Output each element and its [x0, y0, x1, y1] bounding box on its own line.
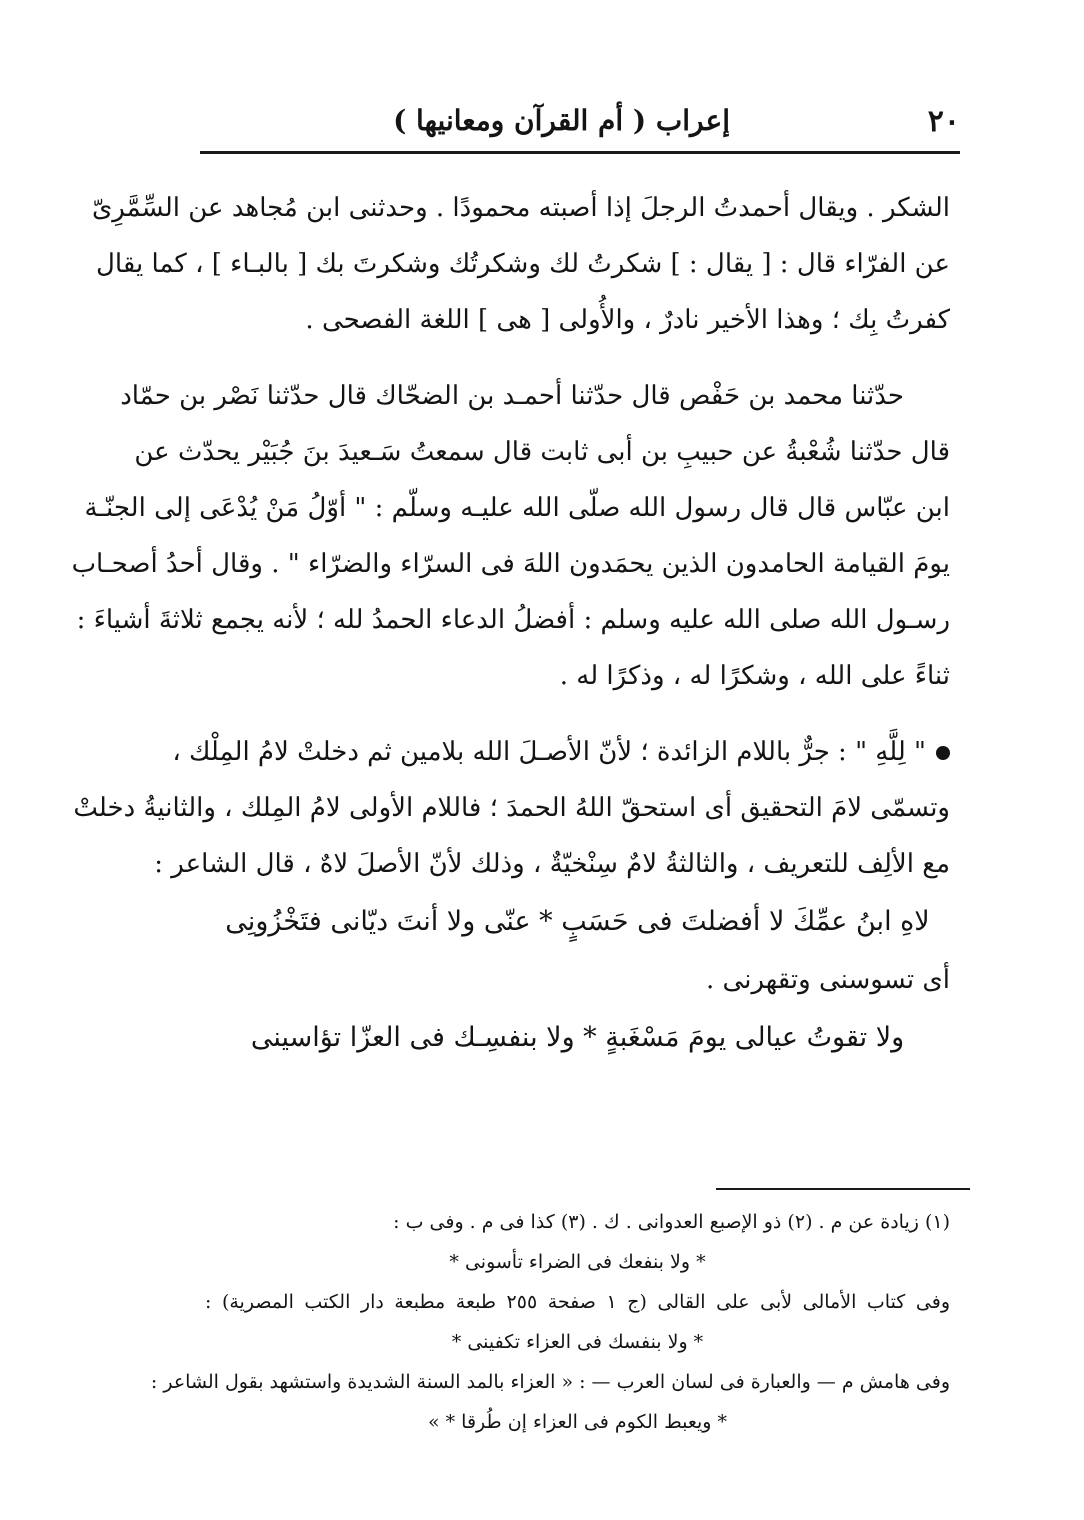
footnote-verse: * ولا بنفسك فى العزاء تكفينى *: [451, 1331, 704, 1353]
page-header: [200, 100, 960, 150]
text-line: كفرتُ بِك ؛ وهذا الأخير نادرٌ ، والأُولى [ هى ] اللغة الفصحى .: [305, 305, 950, 335]
paragraph-gap: [205, 704, 950, 724]
text-line: مع الألِف للتعريف ، والثالثةُ لامٌ سِنْخيّةٌ ، وذلك لأنّ الأصلَ لاهٌ ، قال الشاعر :: [154, 849, 950, 879]
main-text: [71, 180, 950, 1068]
bullet-icon: [936, 746, 950, 760]
text-line: قال حدّثنا شُعْبةُ عن حبيبِ بن أبى ثابت قال سمعتُ سَـعيدَ بنَ جُبَيْر يحدّث عن: [134, 437, 950, 467]
footnotes: [150, 1202, 950, 1442]
footnote-rule: [716, 1188, 970, 1190]
text-line: حدّثنا محمد بن حَفْص قال حدّثنا أحمـد بن الضحّاك قال حدّثنا نَصْر بن حمّاد: [120, 381, 904, 411]
header-rule: [200, 151, 960, 154]
footnote-line: (١) زيادة عن م . (٢) ذو الإصبع العدوانى . ك . (٣) كذا فى م . وفى ب :: [393, 1211, 950, 1233]
footnote-line: وفى هامش م — والعبارة فى لسان العرب — : « العزاء بالمد السنة الشديدة واستشهد بقول الشاعر :: [150, 1371, 950, 1393]
footnote-verse: * ولا بنفعك فى الضراء تأسونى *: [449, 1251, 706, 1273]
footnote-verse: * ويعبط الكوم فى العزاء إن طُرقا * »: [427, 1411, 728, 1433]
text-line-bulleted: [172, 724, 950, 780]
footnote-line: وفى كتاب الأمالى لأبى على القالى (ج ١ صفحة ٢٥٥ طبعة مطبعة دار الكتب المصرية) :: [205, 1291, 950, 1313]
text-line: أى تسوسنى وتقهرنى .: [706, 965, 950, 995]
text-line: ابن عبّاس قال قال رسول الله صلّى الله عليـه وسلّم : " أوّلُ مَنْ يُدْعَى إلى الجنّـة: [84, 493, 950, 523]
paragraph-gap: [205, 348, 950, 368]
text-line: يومَ القيامة الحامدون الذين يحمَدون اللهَ فى السرّاء والضرّاء " . وقال أحدُ أصحـاب: [71, 549, 950, 579]
text-line: عن الفرّاء قال : [ يقال : ] شكرتُ لك وشكرتُك وشكرتَ بك [ بالبـاء ] ، كما يقال: [96, 249, 950, 279]
verse-line: ولا تقوتُ عيالى يومَ مَسْغَبةٍ * ولا بنفسِـك فى العزّا تؤاسينى: [250, 1022, 905, 1053]
text-line: ثناءً على الله ، وشكرًا له ، وذكرًا له .: [559, 661, 950, 691]
running-title: إعراب ( أم القرآن ومعانيها ): [393, 104, 730, 137]
text-line: الشكر . ويقال أحمدتُ الرجلَ إذا أصبته محمودًا . وحدثنى ابن مُجاهد عن السِّمَّرِىّ: [91, 193, 950, 223]
text-line: وتسمّى لامَ التحقيق أى استحقّ اللهُ الحمدَ ؛ فاللام الأولى لامُ المِلك ، والثانيةُ دخلتْ: [73, 793, 950, 823]
page-number: ٢٠: [927, 104, 960, 139]
text-line: رسـول الله صلى الله عليه وسلم : أفضلُ الدعاء الحمدُ لله ؛ لأنه يجمع ثلاثةَ أشياءَ :: [76, 605, 950, 635]
text-line-content: " لِلَّهِ " : جرٌّ باللام الزائدة ؛ لأنّ الأصـلَ الله بلامين ثم دخلتْ لامُ المِلْك ،: [172, 737, 926, 767]
verse-line: لاهِ ابنُ عمِّكَ لا أفضلتَ فى حَسَبٍ * عنّى ولا أنتَ ديّانى فتَخْزُونِى: [225, 906, 930, 937]
